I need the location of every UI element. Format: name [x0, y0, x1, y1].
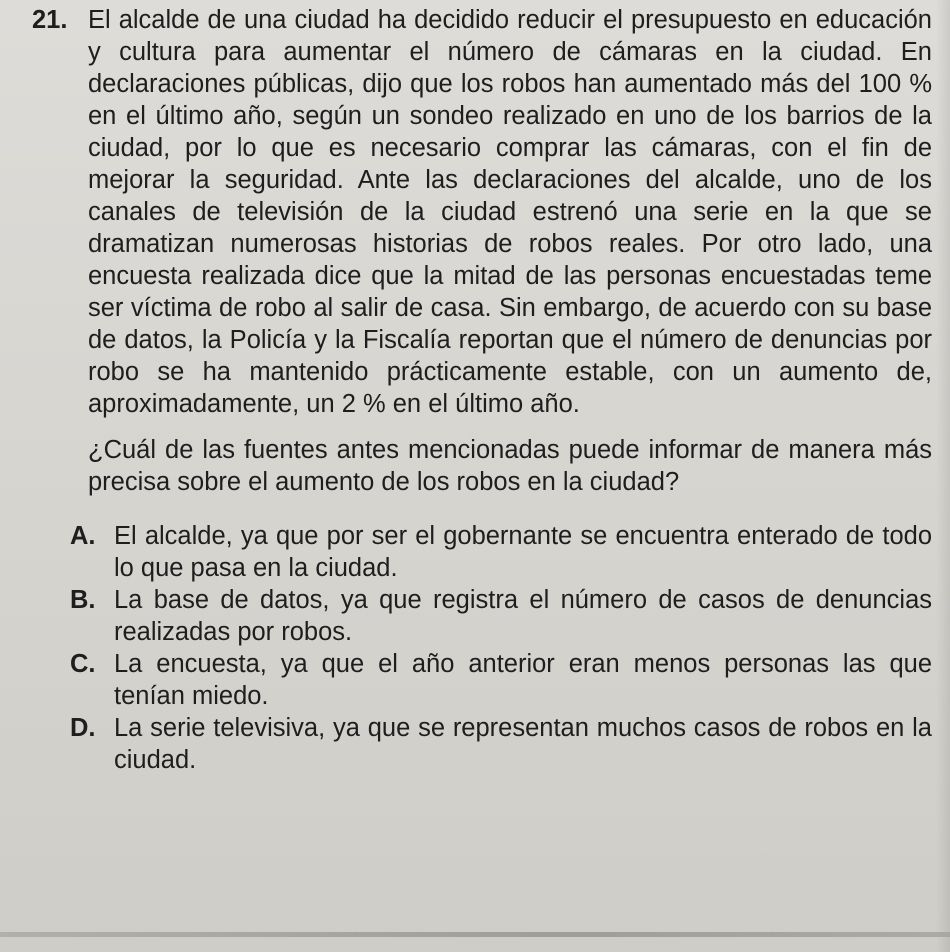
option-d[interactable] — [70, 712, 932, 776]
option-a[interactable] — [70, 520, 932, 584]
option-text: La encuesta, ya que el año anterior eran menos personas las que tenían miedo. — [114, 650, 932, 710]
option-letter: D. — [70, 714, 96, 742]
question-prompt: ¿Cuál de las fuentes antes mencionadas puede informar de manera más precisa sobre el aumento de los robos en la ciudad? — [88, 436, 932, 496]
option-b[interactable] — [70, 584, 932, 648]
question-21 — [32, 4, 932, 776]
bottom-divider — [0, 932, 950, 937]
option-text: La serie televisiva, ya que se representan muchos casos de robos en la ciudad. — [114, 714, 932, 774]
option-text: La base de datos, ya que registra el número de casos de denuncias realizadas por robos. — [114, 586, 932, 646]
question-header — [32, 4, 932, 420]
option-letter: C. — [70, 650, 96, 678]
question-number: 21. — [32, 6, 68, 34]
option-letter: A. — [70, 522, 96, 550]
option-c[interactable] — [70, 648, 932, 712]
answer-options — [32, 520, 932, 776]
page-edge-shadow — [936, 0, 950, 952]
option-letter: B. — [70, 586, 96, 614]
option-text: El alcalde, ya que por ser el gobernante se encuentra enterado de todo lo que pasa en la ciudad. — [114, 522, 932, 582]
question-text: El alcalde de una ciudad ha decidido reducir el presupuesto en educación y cultura para aumentar el número de cámaras en la ciudad. En declaraciones públicas, dijo que los robos han aumentado más del 100 % en el último año, según un sondeo realizado en uno de los barrios de la ciudad, por lo que es necesario comprar las cámaras, con el fin de mejorar la seguridad. Ante las declaraciones del alcalde, uno de los canales de televisión de la ciudad estrenó una serie en la que se dramatizan numerosas historias de robos reales. Por otro lado, una encuesta realizada dice que la mitad de las personas encuestadas teme ser víctima de robo al salir de casa. Sin embargo, de acuerdo con su base de datos, la Policía y la Fiscalía reportan que el número de denuncias por robo se ha mantenido prácticamente estable, con un aumento de, aproximadamente, un 2 % en el último año. — [88, 6, 932, 418]
